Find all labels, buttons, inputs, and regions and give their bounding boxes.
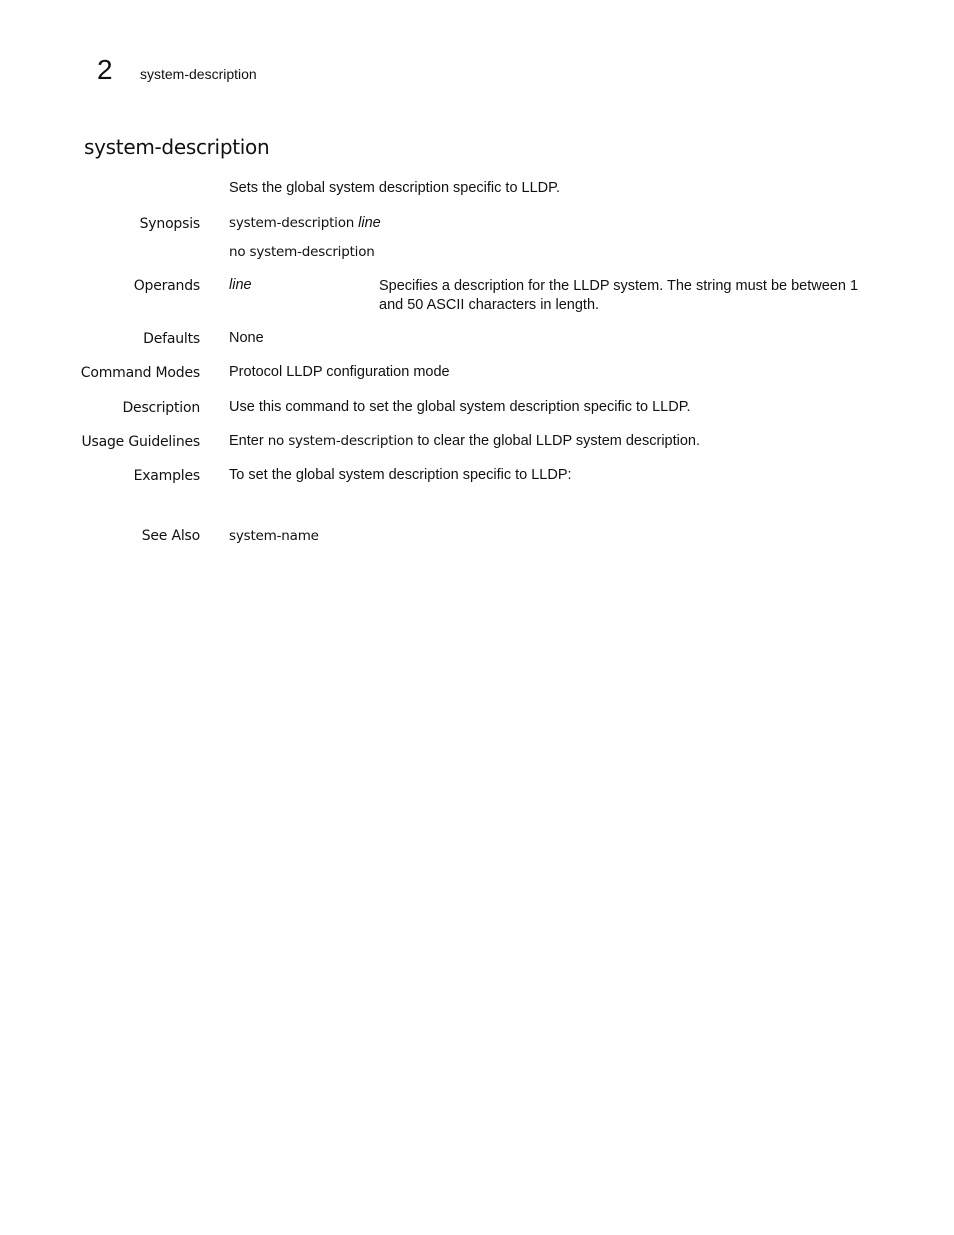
synopsis-line-2: no system-description bbox=[229, 244, 375, 260]
running-title: system-description bbox=[140, 66, 257, 82]
usage-prefix: Enter bbox=[229, 433, 264, 449]
section-title: system-description bbox=[84, 135, 270, 159]
examples-text: To set the global system description specific to LLDP: bbox=[229, 467, 572, 483]
label-usage-guidelines: Usage Guidelines bbox=[81, 434, 200, 450]
label-see-also: See Also bbox=[141, 528, 200, 544]
defaults-text: None bbox=[229, 330, 264, 346]
label-defaults: Defaults bbox=[143, 331, 200, 347]
description-text: Use this command to set the global system description specific to LLDP. bbox=[229, 399, 691, 415]
usage-command: no system-description bbox=[267, 433, 414, 449]
label-examples: Examples bbox=[133, 468, 200, 484]
label-operands: Operands bbox=[133, 278, 200, 294]
usage-suffix: to clear the global LLDP system description. bbox=[417, 433, 701, 449]
operand-name: line bbox=[229, 277, 252, 293]
synopsis-command: system-description bbox=[229, 215, 355, 231]
label-command-modes: Command Modes bbox=[80, 365, 200, 381]
operand-description: Specifies a description for the LLDP system. The string must be between 1 and 50 ASCII characters in length. bbox=[379, 278, 859, 313]
synopsis-line-1 bbox=[229, 215, 381, 231]
synopsis-argument: line bbox=[358, 215, 381, 231]
chapter-number: 2 bbox=[97, 54, 113, 85]
label-synopsis: Synopsis bbox=[139, 216, 200, 232]
summary-text: Sets the global system description specific to LLDP. bbox=[229, 180, 560, 196]
label-description: Description bbox=[122, 400, 200, 416]
command-modes-text: Protocol LLDP configuration mode bbox=[229, 364, 450, 380]
see-also-link[interactable]: system-name bbox=[229, 528, 319, 544]
usage-guidelines-text bbox=[229, 433, 700, 449]
